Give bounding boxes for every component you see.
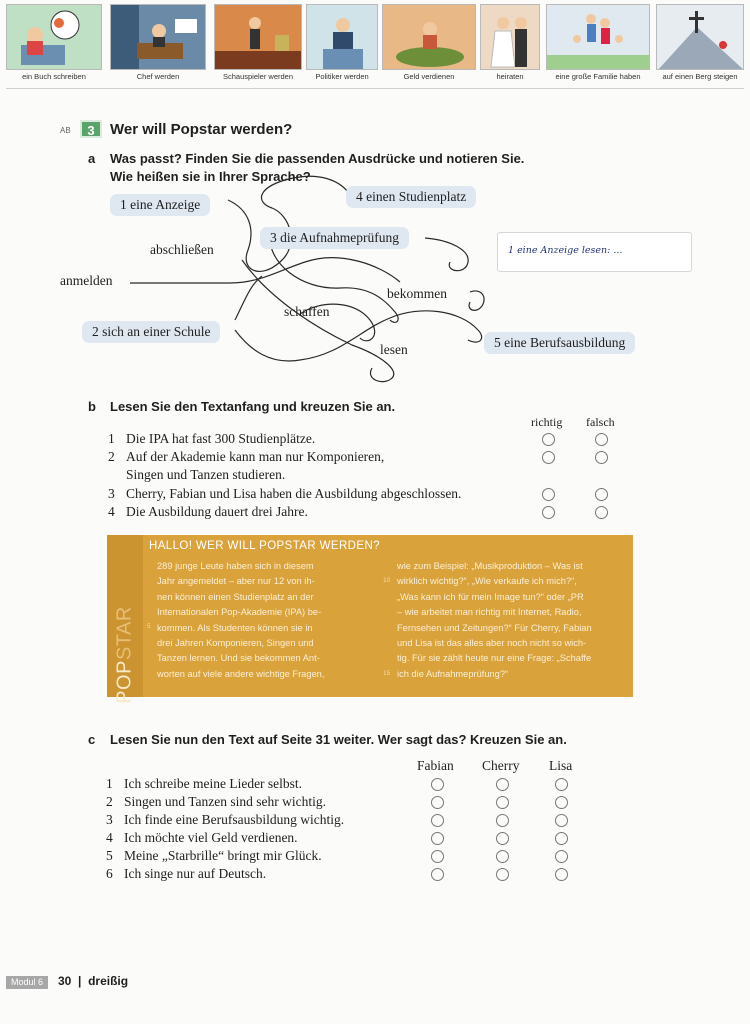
phrase-bubble-2: 2 sich an einer Schule — [82, 321, 220, 343]
checkbox-c3-lisa[interactable] — [555, 814, 568, 827]
text-title: HALLO! WER WILL POPSTAR WERDEN? — [149, 540, 380, 552]
statement-c2: 2 Singen und Tanzen sind sehr wichtig. — [106, 794, 327, 809]
statement-b3: 3 Cherry, Fabian und Lisa haben die Ausbildung abgeschlossen. — [108, 486, 462, 501]
checkbox-c4-fabian[interactable] — [431, 832, 444, 845]
part-c-letter: c — [88, 732, 96, 747]
checkbox-c2-cherry[interactable] — [496, 796, 509, 809]
checkbox-c5-fabian[interactable] — [431, 850, 444, 863]
phrase-bubble-5: 5 eine Berufsausbildung — [484, 332, 635, 354]
checkbox-b3-falsch[interactable] — [595, 488, 608, 501]
column-fabian: Fabian — [417, 758, 454, 773]
phrase-bubble-4: 4 einen Studienplatz — [346, 186, 476, 208]
verb-anmelden: anmelden — [60, 273, 113, 288]
reading-text-box — [107, 535, 633, 704]
checkbox-b4-falsch[interactable] — [595, 506, 608, 519]
strip-caption: heiraten — [496, 72, 524, 81]
verb-schaffen: schaffen — [284, 304, 330, 319]
checkbox-c2-fabian[interactable] — [431, 796, 444, 809]
workbook-reference: AB — [60, 126, 71, 135]
part-c-instruction: Lesen Sie nun den Text auf Seite 31 weiter. Wer sagt das? Kreuzen Sie an. — [110, 732, 567, 747]
checkbox-b2-falsch[interactable] — [595, 451, 608, 464]
checkbox-c3-cherry[interactable] — [496, 814, 509, 827]
strip-caption: Geld verdienen — [403, 72, 455, 81]
strip-caption: ein Buch schreiben — [22, 72, 86, 81]
phrase-bubble-1: 1 eine Anzeige — [110, 194, 210, 216]
statement-b4: 4 Die Ausbildung dauert drei Jahre. — [108, 504, 308, 519]
part-b-instruction: Lesen Sie den Textanfang und kreuzen Sie an. — [110, 399, 396, 414]
column-falsch: falsch — [586, 415, 615, 429]
verb-lesen: lesen — [380, 342, 408, 357]
statement-c4: 4 Ich möchte viel Geld verdienen. — [106, 830, 298, 845]
checkbox-c5-lisa[interactable] — [555, 850, 568, 863]
line-number: 15 — [383, 670, 391, 677]
checkbox-b3-richtig[interactable] — [542, 488, 555, 501]
column-richtig: richtig — [531, 415, 563, 429]
checkbox-c4-lisa[interactable] — [555, 832, 568, 845]
module-tag: Modul 6 — [6, 976, 48, 989]
example-answer: 1 eine Anzeige lesen: ... — [497, 232, 692, 272]
statement-c6: 6 Ich singe nur auf Deutsch. — [106, 866, 267, 881]
checkbox-b4-richtig[interactable] — [542, 506, 555, 519]
column-cherry: Cherry — [482, 758, 520, 773]
checkbox-b1-richtig[interactable] — [542, 433, 555, 446]
checkbox-c6-cherry[interactable] — [496, 868, 509, 881]
side-label: POPSTAR — [113, 606, 136, 704]
part-b-letter: b — [88, 399, 96, 414]
statement-c5: 5 Meine „Starbrille“ bringt mir Glück. — [106, 848, 322, 863]
page-number: 30 | dreißig — [58, 974, 129, 988]
strip-caption: Chef werden — [136, 72, 180, 81]
checkbox-b2-richtig[interactable] — [542, 451, 555, 464]
line-number: 5 — [147, 623, 151, 630]
line-number: 10 — [383, 577, 391, 584]
statement-b2-cont: Singen und Tanzen studieren. — [126, 467, 286, 482]
statement-c3: 3 Ich finde eine Berufsausbildung wichtig. — [106, 812, 345, 827]
strip-caption: auf einen Berg steigen — [662, 72, 738, 81]
part-a-instruction-2: Wie heißen sie in Ihrer Sprache? — [110, 169, 311, 184]
checkbox-b1-falsch[interactable] — [595, 433, 608, 446]
statement-b2: 2 Auf der Akademie kann man nur Komponieren, — [108, 449, 385, 464]
checkbox-c6-lisa[interactable] — [555, 868, 568, 881]
part-a-letter: a — [88, 151, 96, 166]
strip-caption: Politiker werden — [315, 72, 369, 81]
part-a-instruction-1: Was passt? Finden Sie die passenden Ausdrücke und notieren Sie. — [110, 151, 525, 166]
statement-b1: 1 Die IPA hat fast 300 Studienplätze. — [108, 431, 316, 446]
checkbox-c5-cherry[interactable] — [496, 850, 509, 863]
verb-abschliessen: abschließen — [150, 242, 214, 257]
column-lisa: Lisa — [549, 758, 573, 773]
checkbox-c1-lisa[interactable] — [555, 778, 568, 791]
exercise-title: Wer will Popstar werden? — [110, 121, 293, 138]
statement-c1: 1 Ich schreibe meine Lieder selbst. — [106, 776, 303, 791]
checkbox-c3-fabian[interactable] — [431, 814, 444, 827]
strip-caption: eine große Familie haben — [555, 72, 641, 81]
phrase-bubble-3: 3 die Aufnahmeprüfung — [260, 227, 409, 249]
checkbox-c1-cherry[interactable] — [496, 778, 509, 791]
text-column-left: 289 junge Leute haben sich in diesem Jahr angemeldet – aber nur 12 von ih- nen können einen Studienplatz an der Internationalen Pop-Akademie (IPA) be- kommen. Als Studenten können sie in drei Jahren Komponieren, Singen und Tanzen lernen. Und sie bekommen Ant- worten auf viele andere wichtige Fragen, — [157, 561, 325, 679]
text-column-right: wie zum Beispiel: „Musikproduktion – Was ist wirklich wichtig?“, „Wie verkaufe ich mich?“, „Was kann ich für mein Image tun?“ oder „PR – wie arbeitet man richtig mit Internet, Radio, Fernsehen und Zeitungen?“ Für Cherry, Fabian und Lisa ist das alles aber noch nicht so wich- tig. Für sie zählt heute nur eine Frage: „Schaffe ich die Aufnahmeprüfung?“ — [397, 561, 592, 679]
checkbox-c4-cherry[interactable] — [496, 832, 509, 845]
checkbox-c1-fabian[interactable] — [431, 778, 444, 791]
exercise-number: 3 — [80, 120, 102, 138]
checkbox-c2-lisa[interactable] — [555, 796, 568, 809]
checkbox-c6-fabian[interactable] — [431, 868, 444, 881]
verb-bekommen: bekommen — [387, 286, 447, 301]
strip-caption: Schauspieler werden — [222, 72, 294, 81]
